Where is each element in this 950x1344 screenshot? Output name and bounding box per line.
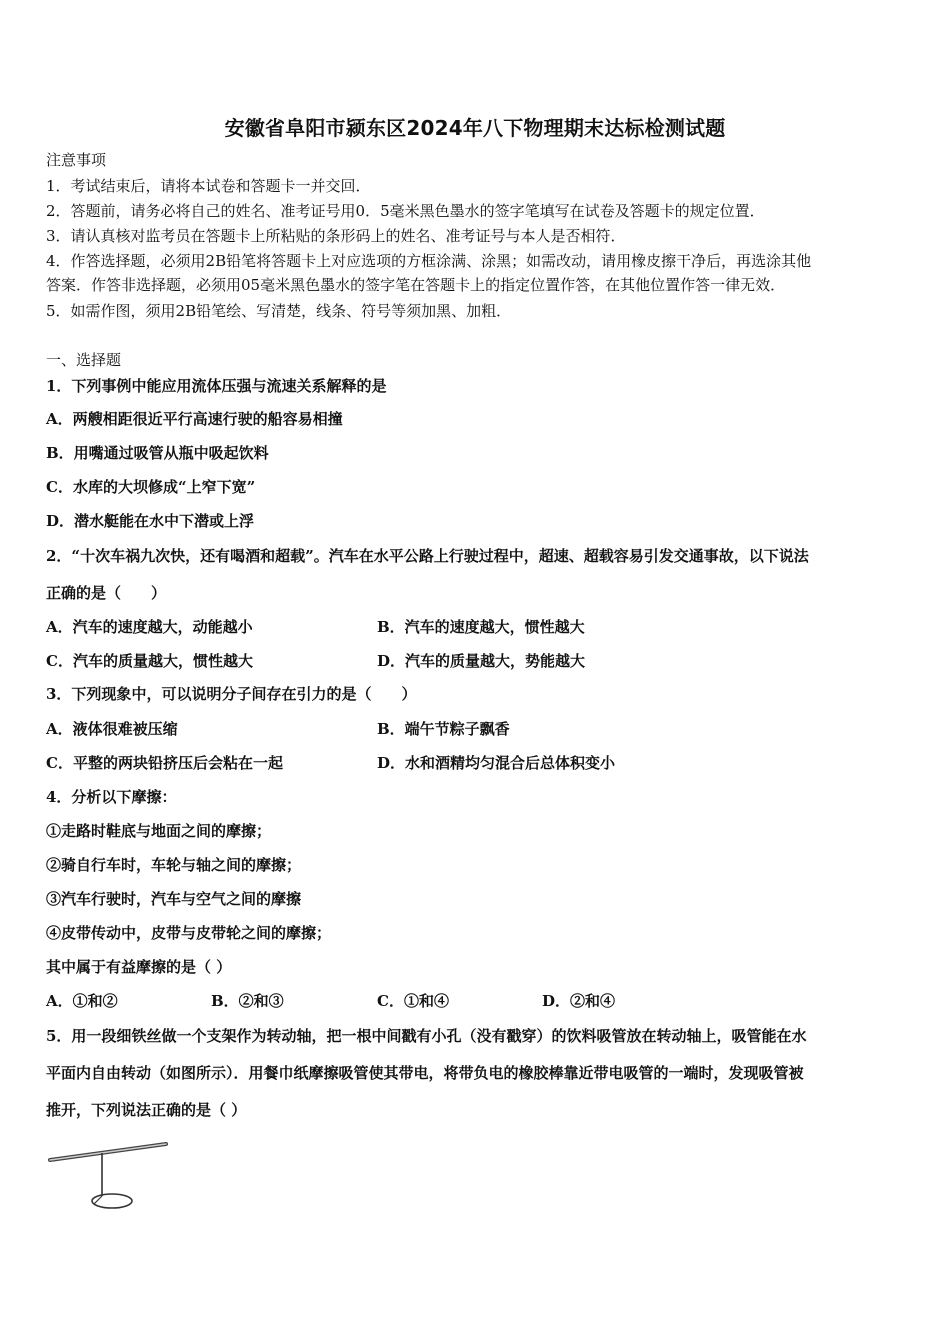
q2-options-row1 [46, 617, 906, 637]
q2-stem-line2: 正确的是（ ） [46, 584, 167, 602]
q2-options-row2 [46, 651, 906, 671]
q1-stem: 1．下列事例中能应用流体压强与流速关系解释的是 [46, 377, 387, 395]
straw-axis-diagram [44, 1136, 184, 1216]
q5-stem-line2: 平面内自由转动（如图所示）．用餐巾纸摩擦吸管使其带电，将带负电的橡胶棒靠近带电吸管的一端时，发现吸管被 [46, 1064, 804, 1082]
q2-option-d: D．汽车的质量越大，势能越大 [377, 652, 586, 670]
q4-statement-2: ②骑自行车时，车轮与轴之间的摩擦； [46, 856, 302, 874]
q5-stem-line3: 推开，下列说法正确的是（ ） [46, 1101, 247, 1119]
notice-item-1: 1．考试结束后，请将本试卷和答题卡一并交回． [46, 177, 371, 195]
q4-option-b: B．②和③ [211, 992, 284, 1010]
q4-ask: 其中属于有益摩擦的是（ ） [46, 958, 232, 976]
q1-option-d: D．潜水艇能在水中下潜或上浮 [46, 512, 255, 530]
q3-options-row2 [46, 753, 906, 773]
q3-option-c: C．平整的两块铅挤压后会粘在一起 [46, 754, 283, 772]
q3-option-d: D．水和酒精均匀混合后总体积变小 [377, 754, 616, 772]
q2-option-b: B．汽车的速度越大，惯性越大 [377, 618, 585, 636]
q4-stem: 4．分析以下摩擦： [46, 788, 177, 806]
q4-option-c: C．①和④ [377, 992, 449, 1010]
straw-shape [50, 1144, 166, 1160]
section-heading: 一、选择题 [46, 351, 122, 369]
notice-item-4: 4．作答选择题，必须用2B铅笔将答题卡上对应选项的方框涂满、涂黑；如需改动，请用橡皮擦干净后，再选涂其他 [46, 252, 812, 270]
q4-statement-3: ③汽车行驶时，汽车与空气之间的摩擦 [46, 890, 302, 908]
q3-stem: 3．下列现象中，可以说明分子间存在引力的是（ ） [46, 685, 417, 703]
q5-stem-line1: 5．用一段细铁丝做一个支架作为转动轴，把一根中间戳有小孔（没有戳穿）的饮料吸管放在转动轴上，吸管能在水 [46, 1027, 807, 1045]
notice-item-3: 3．请认真核对监考员在答题卡上所粘贴的条形码上的姓名、准考证号与本人是否相符． [46, 227, 626, 245]
q4-statement-4: ④皮带传动中，皮带与皮带轮之间的摩擦； [46, 924, 332, 942]
q1-option-b: B．用嘴通过吸管从瓶中吸起饮料 [46, 444, 269, 462]
wire-stand-shape [92, 1153, 132, 1208]
q4-options-row [46, 991, 906, 1011]
notice-item-2: 2．答题前，请务必将自己的姓名、准考证号用0．5毫米黑色墨水的签字笔填写在试卷及答题卡的规定位置． [46, 202, 765, 220]
q1-option-a: A．两艘相距很近平行高速行驶的船容易相撞 [46, 410, 343, 428]
q2-stem-line1: 2．“十次车祸九次快，还有喝酒和超载”。汽车在水平公路上行驶过程中，超速、超载容易引发交通事故，以下说法 [46, 547, 809, 565]
notice-item-5: 5．如需作图，须用2B铅笔绘、写清楚，线条、符号等须加黑、加粗． [46, 302, 512, 320]
q4-statement-1: ①走路时鞋底与地面之间的摩擦； [46, 822, 272, 840]
q4-option-d: D．②和④ [542, 992, 616, 1010]
q3-option-a: A．液体很难被压缩 [46, 720, 178, 738]
page-title: 安徽省阜阳市颍东区2024年八下物理期末达标检测试题 [224, 116, 726, 140]
q4-option-a: A．①和② [46, 992, 118, 1010]
q1-option-c: C．水库的大坝修成“上窄下宽” [46, 478, 256, 496]
q2-option-a: A．汽车的速度越大，动能越小 [46, 618, 253, 636]
q3-options-row1 [46, 719, 906, 739]
notice-heading: 注意事项 [46, 151, 107, 169]
q3-option-b: B．端午节粽子飘香 [377, 720, 510, 738]
notice-item-4-cont: 答案．作答非选择题，必须用05毫米黑色墨水的签字笔在答题卡上的指定位置作答，在其他位置作答一律无效． [46, 276, 786, 294]
q2-option-c: C．汽车的质量越大，惯性越大 [46, 652, 253, 670]
